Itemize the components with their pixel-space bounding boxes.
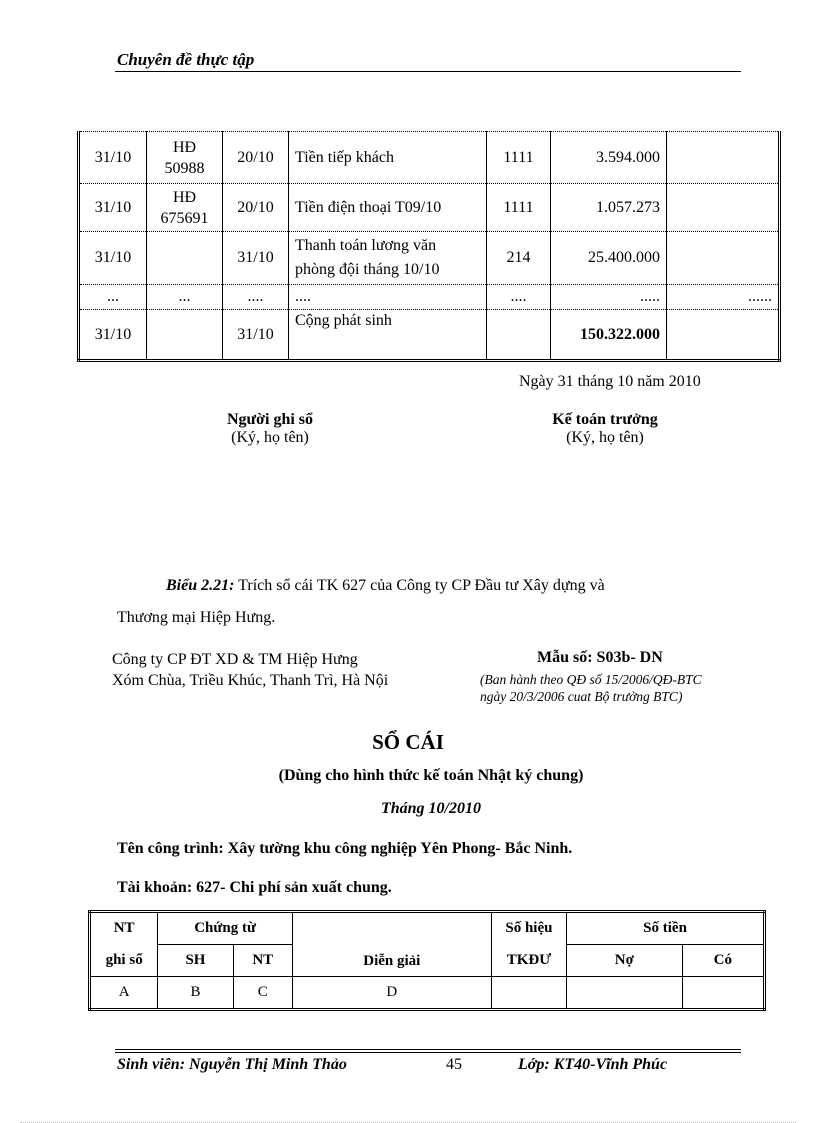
- company-name: Công ty CP ĐT XD & TM Hiệp Hưng: [112, 651, 358, 668]
- project-name: Tên công trình: Xây tường khu công nghiệp Yên Phong- Bắc Ninh.: [117, 840, 573, 857]
- table-header-row: [90, 912, 765, 945]
- table-row: [90, 977, 765, 1010]
- row-desc: Thanh toán lương văn phòng đội tháng 10/10: [289, 232, 487, 285]
- row-credit: [667, 184, 780, 232]
- col-header-sohieu: Số hiệu: [491, 912, 566, 945]
- row-debit: 25.400.000: [551, 232, 667, 285]
- row-credit: [667, 310, 780, 361]
- col-header-nt: NT: [90, 912, 158, 945]
- row-nt: 31/10: [223, 310, 289, 361]
- ledger-table: [88, 910, 766, 1011]
- row-debit: 150.322.000: [551, 310, 667, 361]
- table-row: [79, 285, 780, 310]
- ledger-title: SỔ CÁI: [372, 730, 444, 754]
- header-title: Chuyên đề thực tập: [117, 50, 255, 69]
- row-debit: 3.594.000: [551, 132, 667, 184]
- signature-sub: (Ký, họ tên): [231, 429, 309, 446]
- row-sh: HĐ 675691: [147, 184, 223, 232]
- cell-c: C: [233, 977, 292, 1010]
- col-header-nt2: NT: [233, 945, 292, 977]
- row-nt: ....: [223, 285, 289, 310]
- row-credit: [667, 232, 780, 285]
- signature-title: Kế toán trưởng: [552, 411, 658, 428]
- col-header-ghiso: ghi sổ: [90, 945, 158, 977]
- cell-b: B: [158, 977, 233, 1010]
- journal-table: [77, 131, 781, 362]
- account-name: Tài khoản: 627- Chi phí sản xuất chung.: [117, 879, 392, 896]
- footer-student: Sinh viên: Nguyễn Thị Minh Thảo: [117, 1056, 347, 1073]
- footer-rule: [115, 1049, 741, 1050]
- row-tk: ....: [487, 285, 551, 310]
- header-rule: [115, 71, 741, 72]
- col-header-co: Có: [682, 945, 764, 977]
- row-credit: ......: [667, 285, 780, 310]
- col-header-sh: SH: [158, 945, 233, 977]
- date-line: Ngày 31 tháng 10 năm 2010: [519, 373, 701, 390]
- company-address: Xóm Chùa, Triều Khúc, Thanh Trì, Hà Nội: [112, 672, 389, 689]
- col-header-tkdu: TKĐƯ: [491, 945, 566, 977]
- row-tk: 214: [487, 232, 551, 285]
- table-row: [79, 132, 780, 184]
- row-date: 31/10: [79, 232, 147, 285]
- row-tk: 1111: [487, 132, 551, 184]
- col-header-no: Nợ: [567, 945, 683, 977]
- row-desc: ....: [289, 285, 487, 310]
- row-date: 31/10: [79, 132, 147, 184]
- row-date: 31/10: [79, 310, 147, 361]
- signature-chief-accountant: [520, 411, 690, 447]
- row-credit: [667, 132, 780, 184]
- table-row: [79, 184, 780, 232]
- cell-a: A: [90, 977, 158, 1010]
- row-nt: 20/10: [223, 132, 289, 184]
- footer-class: Lớp: KT40-Vĩnh Phúc: [518, 1056, 668, 1073]
- row-desc: Tiền điện thoại T09/10: [289, 184, 487, 232]
- row-date: 31/10: [79, 184, 147, 232]
- signature-sub: (Ký, họ tên): [566, 429, 644, 446]
- col-header-diengiai: Diễn giải: [292, 912, 491, 977]
- row-tk: [487, 310, 551, 361]
- row-sh: [147, 232, 223, 285]
- row-debit: .....: [551, 285, 667, 310]
- row-desc: Tiền tiếp khách: [289, 132, 487, 184]
- col-header-sotien: Số tiền: [567, 912, 765, 945]
- row-debit: 1.057.273: [551, 184, 667, 232]
- signature-title: Người ghi sổ: [226, 411, 314, 428]
- row-date: ...: [79, 285, 147, 310]
- form-note: (Ban hành theo QĐ số 15/2006/QĐ-BTC ngày 20/3/2006 cuat Bộ trưởng BTC): [480, 672, 702, 704]
- caption-label: Biểu 2.21:: [166, 577, 235, 594]
- page-number: 45: [446, 1056, 462, 1073]
- cell-empty: [491, 977, 566, 1010]
- row-tk: 1111: [487, 184, 551, 232]
- row-sh: ...: [147, 285, 223, 310]
- row-desc: Cộng phát sinh: [289, 310, 487, 361]
- signature-preparer: [190, 411, 350, 447]
- table-row: [79, 310, 780, 361]
- cell-empty: [567, 977, 683, 1010]
- cell-empty: [682, 977, 764, 1010]
- table-row: [79, 232, 780, 285]
- footer-rule: [115, 1052, 741, 1053]
- row-sh: [147, 310, 223, 361]
- caption-text: Trích sổ cái TK 627 của Công ty CP Đầu tư Xây dựng và: [234, 577, 605, 594]
- ledger-subtitle: (Dùng cho hình thức kế toán Nhật ký chung): [278, 767, 584, 784]
- ledger-month: Tháng 10/2010: [380, 800, 481, 817]
- row-nt: 20/10: [223, 184, 289, 232]
- figure-caption: [166, 577, 605, 595]
- company-info: [112, 649, 388, 691]
- form-code: Mẫu số: S03b- DN: [537, 649, 663, 666]
- col-header-chungtu: Chứng từ: [158, 912, 293, 945]
- row-nt: 31/10: [223, 232, 289, 285]
- cell-d: D: [292, 977, 491, 1010]
- row-sh: HĐ 50988: [147, 132, 223, 184]
- figure-caption-cont: Thương mại Hiệp Hưng.: [117, 609, 276, 626]
